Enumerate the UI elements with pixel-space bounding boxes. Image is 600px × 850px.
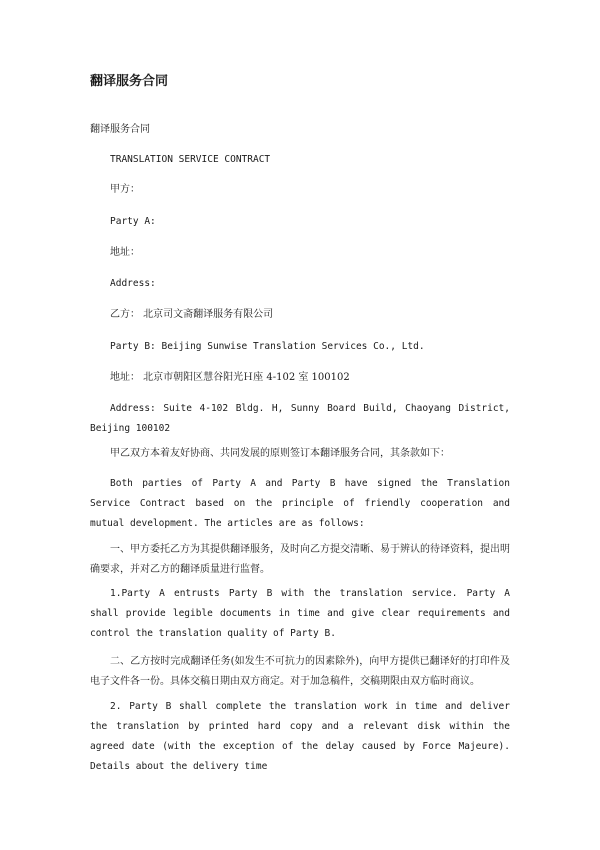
- party-a-address-label-cn: 地址：: [110, 247, 140, 258]
- article-1-cn: 一、甲方委托乙方为其提供翻译服务，及时向乙方提交清晰、易于辨认的待译资料，提出明确要求，并对乙方的翻译质量进行监督。: [90, 544, 510, 575]
- document-title: 翻译服务合同: [90, 74, 169, 89]
- party-a-label-en: Party A:: [110, 216, 156, 227]
- party-a-address-label-en: Address:: [110, 278, 156, 289]
- party-b-name-cn: 乙方： 北京司文斋翻译服务有限公司: [110, 309, 274, 320]
- article-2-cn: 二、乙方按时完成翻译任务(如发生不可抗力的因素除外)，向甲方提供已翻译好的打印件及电子文件各一份。具体交稿日期由双方商定。对于加急稿件，交稿期限由双方临时商议。: [90, 656, 510, 687]
- preamble-en: Both parties of Party A and Party B have signed the Translation Service Contract based on the principle of friendly cooperation and mutual development. The articles are as follows:: [90, 478, 510, 529]
- article-2-en: 2. Party B shall complete the translation work in time and deliver the translation by printed hard copy and a relevant disk within the agreed date (with the exception of the delay caused by Force Majeure). Details about the delivery time: [90, 701, 510, 772]
- party-a-label-cn: 甲方：: [110, 184, 140, 195]
- contract-heading-cn: 翻译服务合同: [90, 124, 150, 135]
- article-1-en: 1.Party A entrusts Party B with the translation service. Party A shall provide legible documents in time and give clear requirements and control the translation quality of Party B.: [90, 588, 510, 639]
- party-b-address-en: Address: Suite 4-102 Bldg. H, Sunny Board Build, Chaoyang District, Beijing 100102: [90, 403, 510, 434]
- party-b-address-cn: 地址： 北京市朝阳区慧谷阳光Ｈ座 4-102 室 100102: [110, 372, 350, 383]
- contract-heading-en: TRANSLATION SERVICE CONTRACT: [110, 154, 271, 165]
- party-b-name-en: Party B: Beijing Sunwise Translation Services Co., Ltd.: [110, 341, 425, 352]
- preamble-cn: 甲乙双方本着友好协商、共同发展的原则签订本翻译服务合同，其条款如下：: [110, 448, 450, 459]
